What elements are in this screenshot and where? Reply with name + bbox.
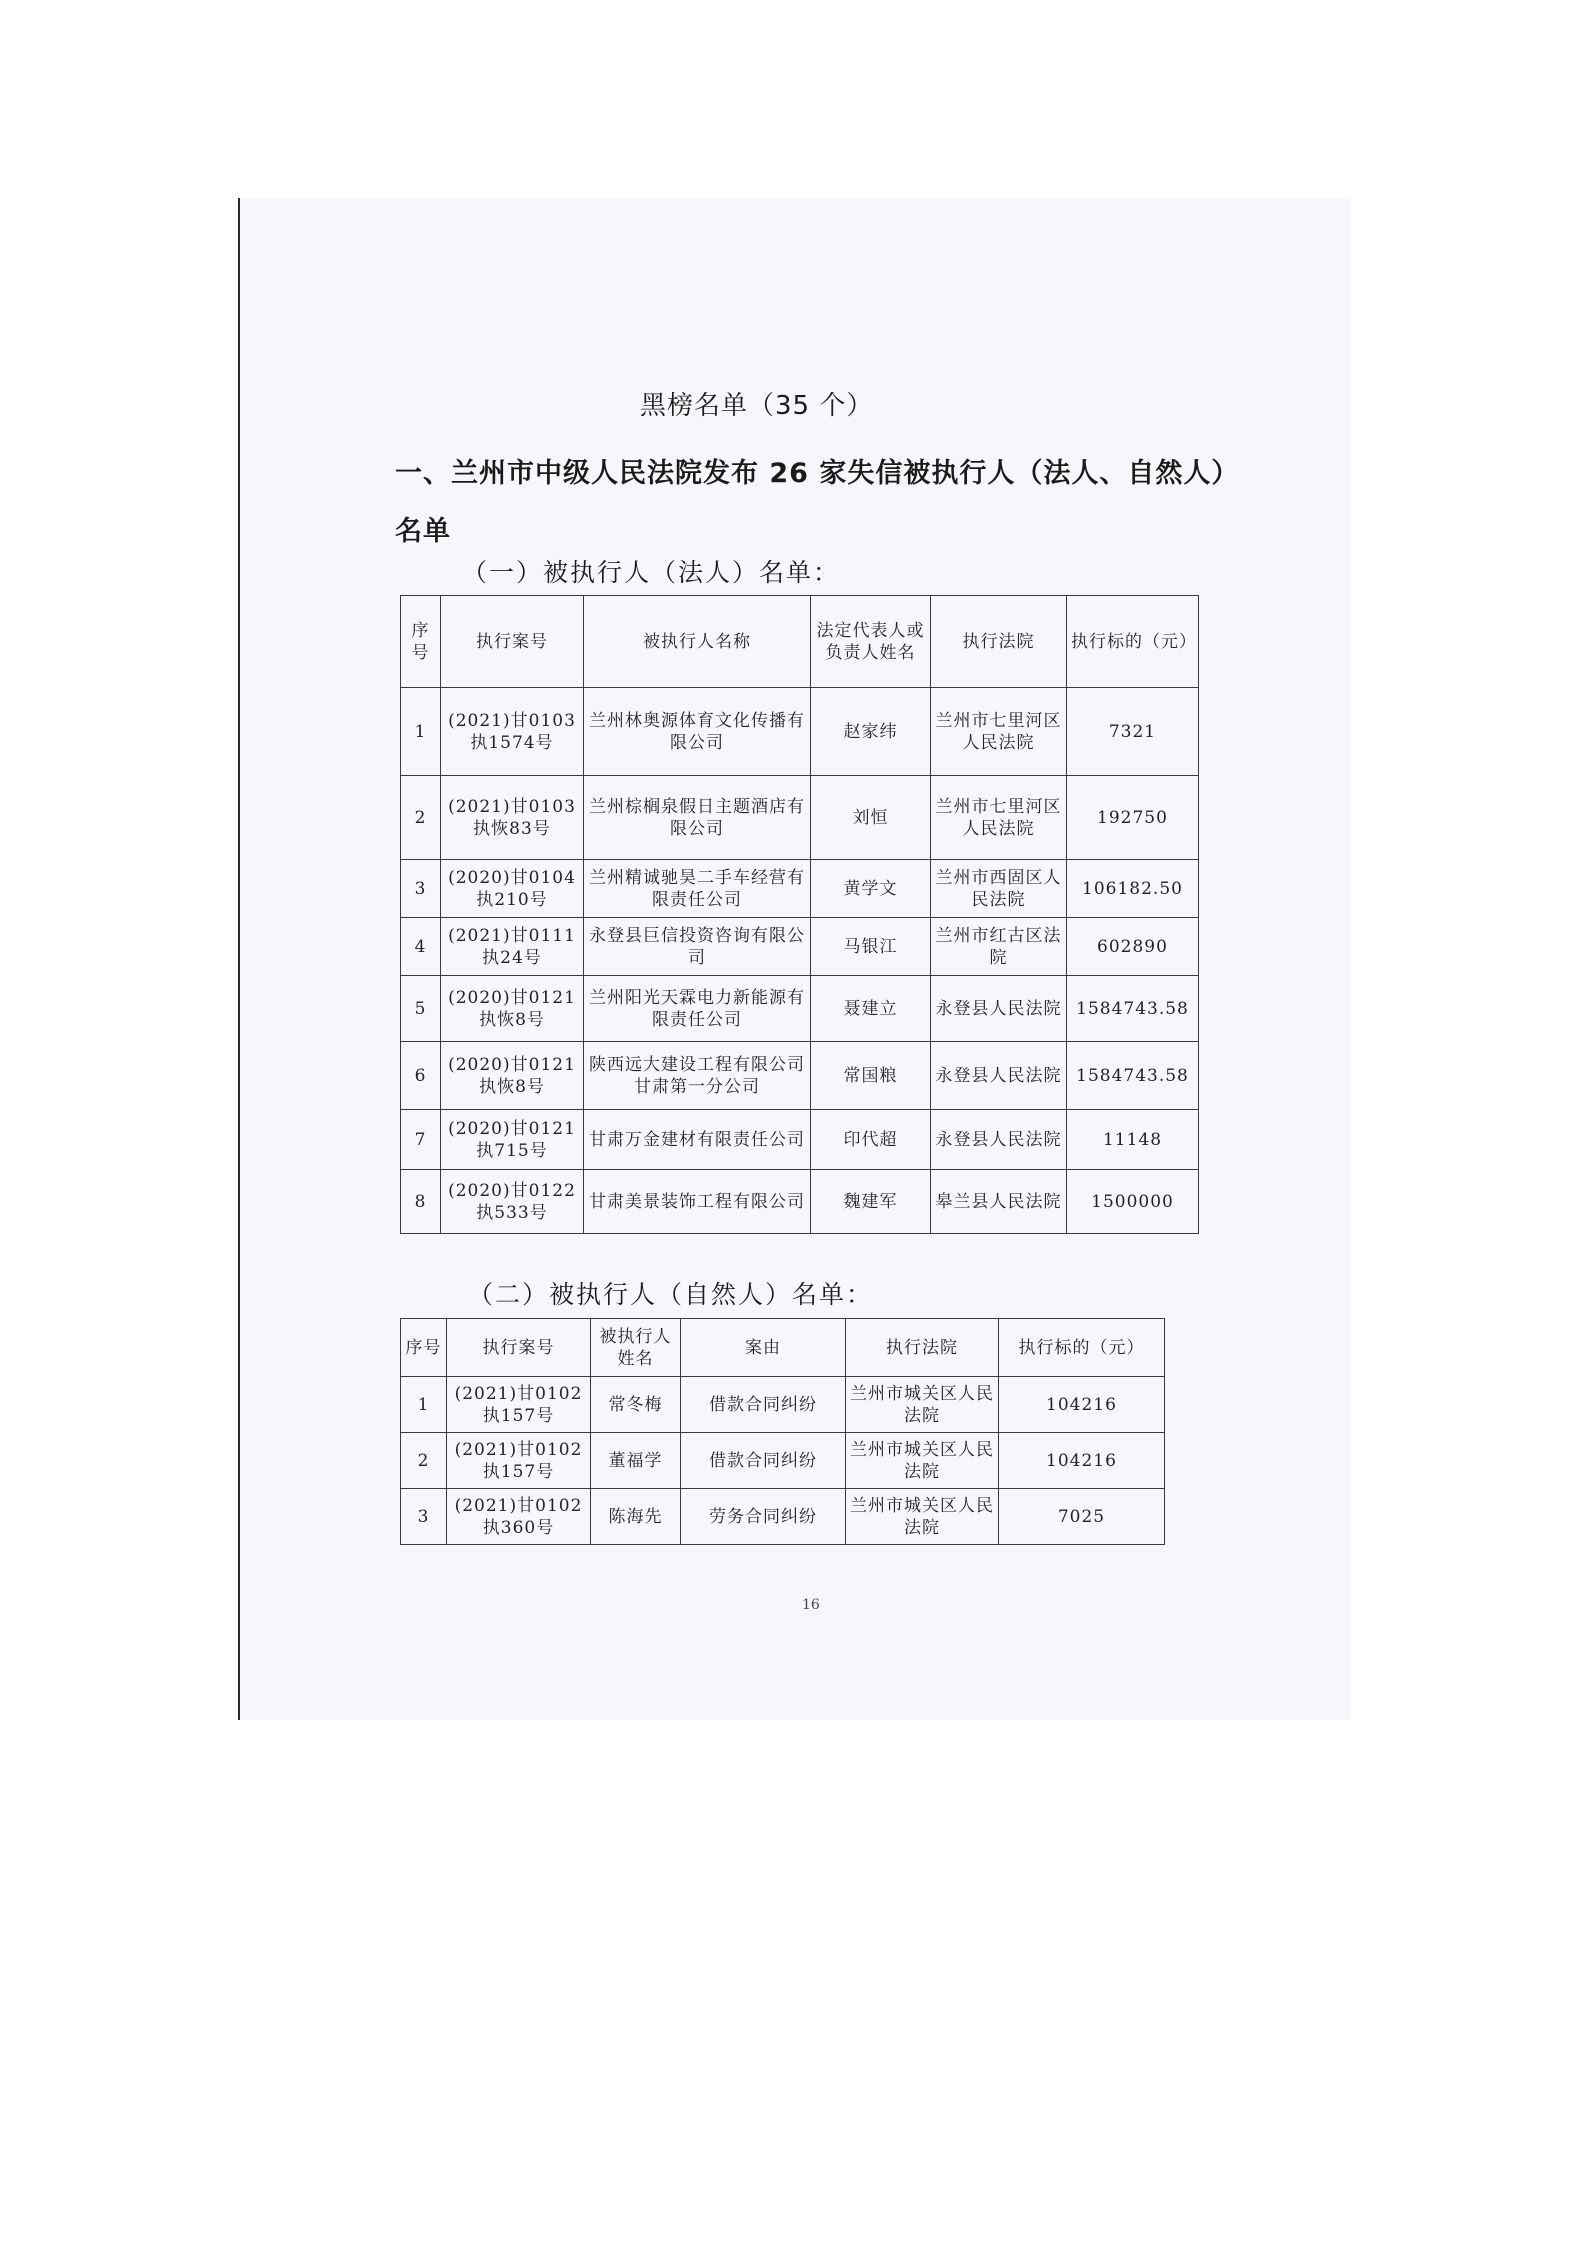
page-heading: 黑榜名单（35 个） (640, 391, 874, 421)
table-cell: 4 (401, 918, 441, 976)
table-cell: 常国粮 (811, 1042, 931, 1110)
table2-title: （二）被执行人（自然人）名单： (468, 1280, 874, 1309)
table-cell: 借款合同纠纷 (681, 1377, 846, 1433)
legal-person-table (400, 595, 1199, 1234)
table-cell: 刘恒 (811, 776, 931, 860)
header-cell: 执行法院 (846, 1319, 999, 1377)
table-cell: 2 (401, 1433, 447, 1489)
table-cell: 兰州市城关区人民法院 (846, 1489, 999, 1545)
table-cell: (2021)甘0102执360号 (447, 1489, 591, 1545)
table-cell: (2020)甘0104执210号 (441, 860, 584, 918)
table-cell: 永登县人民法院 (931, 1110, 1067, 1170)
header-cell: 被执行人名称 (584, 596, 811, 688)
table-header-row (401, 1319, 1165, 1377)
table-cell: 赵家纬 (811, 688, 931, 776)
header-cell: 被执行人姓名 (591, 1319, 681, 1377)
table-cell: 甘肃美景装饰工程有限公司 (584, 1170, 811, 1234)
table-cell: 永登县人民法院 (931, 976, 1067, 1042)
table-cell: 602890 (1067, 918, 1199, 976)
table-cell: 8 (401, 1170, 441, 1234)
table-cell: 1 (401, 1377, 447, 1433)
header-cell: 执行法院 (931, 596, 1067, 688)
table-cell: 104216 (999, 1433, 1165, 1489)
table-cell: (2020)甘0122执533号 (441, 1170, 584, 1234)
table-header-row (401, 596, 1199, 688)
table-cell: 兰州市七里河区人民法院 (931, 688, 1067, 776)
table-cell: (2021)甘0111执24号 (441, 918, 584, 976)
table-row (401, 776, 1199, 860)
table-cell: 皋兰县人民法院 (931, 1170, 1067, 1234)
table-cell: (2020)甘0121执恢8号 (441, 976, 584, 1042)
table-cell: 3 (401, 1489, 447, 1545)
table-row (401, 1042, 1199, 1110)
table-cell: 甘肃万金建材有限责任公司 (584, 1110, 811, 1170)
table-cell: 聂建立 (811, 976, 931, 1042)
table-cell: 1584743.58 (1067, 1042, 1199, 1110)
table-row (401, 1110, 1199, 1170)
table-cell: (2021)甘0102执157号 (447, 1433, 591, 1489)
table-cell: 兰州棕榈泉假日主题酒店有限公司 (584, 776, 811, 860)
table-cell: 陈海先 (591, 1489, 681, 1545)
table-cell: (2021)甘0103执1574号 (441, 688, 584, 776)
table-row (401, 918, 1199, 976)
table-cell: 借款合同纠纷 (681, 1433, 846, 1489)
header-cell: 法定代表人或负责人姓名 (811, 596, 931, 688)
section-title: 一、兰州市中级人民法院发布 26 家失信被执行人（法人、自然人）名单 (395, 458, 1240, 547)
header-cell: 序号 (401, 596, 441, 688)
table-cell: 2 (401, 776, 441, 860)
table-cell: 董福学 (591, 1433, 681, 1489)
page-number: 16 (802, 1597, 820, 1613)
header-cell: 执行标的（元） (1067, 596, 1199, 688)
table-cell: 3 (401, 860, 441, 918)
table-cell: 1 (401, 688, 441, 776)
table1-title: （一）被执行人（法人）名单： (462, 558, 841, 587)
table-cell: 黄学文 (811, 860, 931, 918)
table-row (401, 860, 1199, 918)
table-cell: 5 (401, 976, 441, 1042)
header-cell: 执行标的（元） (999, 1319, 1165, 1377)
header-cell: 执行案号 (447, 1319, 591, 1377)
header-cell: 案由 (681, 1319, 846, 1377)
header-cell: 执行案号 (441, 596, 584, 688)
table-cell: 兰州市西固区人民法院 (931, 860, 1067, 918)
table-cell: 劳务合同纠纷 (681, 1489, 846, 1545)
table-cell: 兰州精诚驰昊二手车经营有限责任公司 (584, 860, 811, 918)
table-cell: 兰州林奥源体育文化传播有限公司 (584, 688, 811, 776)
table-cell: 陕西远大建设工程有限公司甘肃第一分公司 (584, 1042, 811, 1110)
table-cell: 7025 (999, 1489, 1165, 1545)
table-cell: (2021)甘0102执157号 (447, 1377, 591, 1433)
table-row (401, 976, 1199, 1042)
table-cell: 魏建军 (811, 1170, 931, 1234)
table-row (401, 1377, 1165, 1433)
table-cell: 106182.50 (1067, 860, 1199, 918)
table-row (401, 688, 1199, 776)
table-cell: 11148 (1067, 1110, 1199, 1170)
table-cell: 兰州市红古区法院 (931, 918, 1067, 976)
table-cell: 兰州市七里河区人民法院 (931, 776, 1067, 860)
table-cell: 马银江 (811, 918, 931, 976)
table-cell: 1584743.58 (1067, 976, 1199, 1042)
table-cell: 兰州市城关区人民法院 (846, 1377, 999, 1433)
table-cell: (2021)甘0103执恢83号 (441, 776, 584, 860)
table-cell: 104216 (999, 1377, 1165, 1433)
table-cell: 永登县巨信投资咨询有限公司 (584, 918, 811, 976)
table-cell: (2020)甘0121执恢8号 (441, 1042, 584, 1110)
table-cell: 常冬梅 (591, 1377, 681, 1433)
header-cell: 序号 (401, 1319, 447, 1377)
table-cell: 兰州市城关区人民法院 (846, 1433, 999, 1489)
table-cell: 兰州阳光天霖电力新能源有限责任公司 (584, 976, 811, 1042)
table-row (401, 1489, 1165, 1545)
table-cell: 6 (401, 1042, 441, 1110)
table-cell: 7 (401, 1110, 441, 1170)
table-cell: (2020)甘0121执715号 (441, 1110, 584, 1170)
table-cell: 印代超 (811, 1110, 931, 1170)
table-cell: 192750 (1067, 776, 1199, 860)
table-cell: 永登县人民法院 (931, 1042, 1067, 1110)
table-row (401, 1433, 1165, 1489)
table-cell: 7321 (1067, 688, 1199, 776)
table-row (401, 1170, 1199, 1234)
table-cell: 1500000 (1067, 1170, 1199, 1234)
natural-person-table (400, 1318, 1165, 1545)
